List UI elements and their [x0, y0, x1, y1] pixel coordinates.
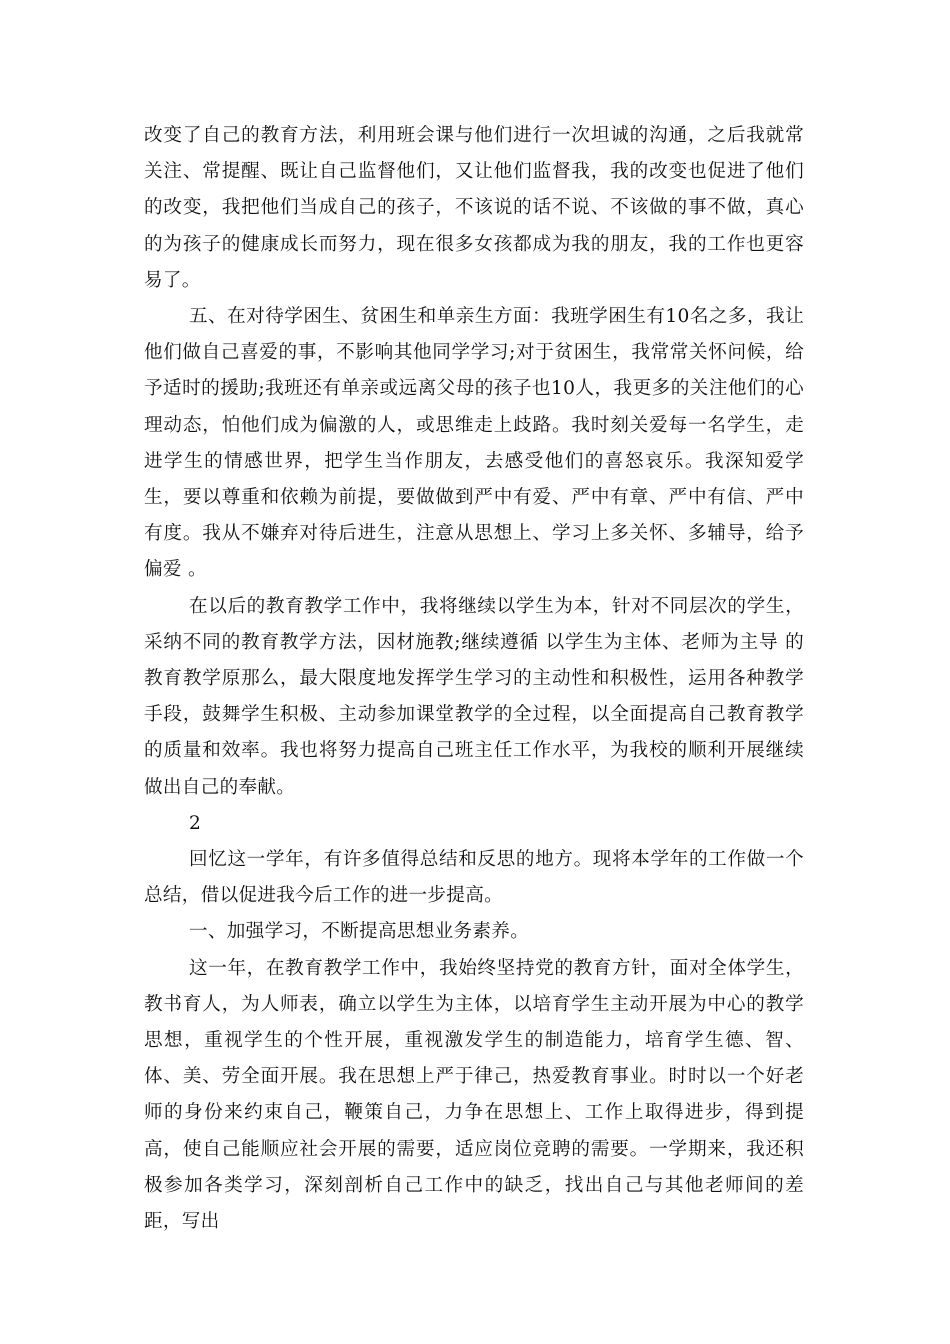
section-number: 2: [189, 812, 202, 834]
heading-strengthen-study: 一、加强学习，不断提高思想业务素养。: [189, 921, 530, 943]
document-page: [144, 118, 804, 1240]
paragraph-future-work: 在以后的教育教学工作中，我将继续以学生为本，针对不同层次的学生，采纳不同的教育教学方法，因材施教;继续遵循 以学生为主体、老师为主导 的教育教学原那么，最大限度地发挥学生学习的主动性和积极性，运用各种教学手段，鼓舞学生积极、主动参加课堂教学的全过程，以全面提高自己教育教学的质量和效率。我也将努力提高自己班主任工作水平，为我校的顺利开展继续做出自己的奉献。: [144, 595, 804, 798]
paragraph-continued-text: 改变了自己的教育方法，利用班会课与他们进行一次坦诚的沟通，之后我就常关注、常提醒、既让自己监督他们，又让他们监督我，我的改变也促进了他们的改变，我把他们当成自己的孩子，不该说的话不说、不该做的事不做，真心的为孩子的健康成长而努力，现在很多女孩都成为我的朋友，我的工作也更容易了。: [144, 125, 804, 291]
paragraph-section-five: 五、在对待学困生、贫困生和单亲生方面：我班学困生有10名之多，我让他们做自己喜爱的事，不影响其他同学学习;对于贫困生，我常常关怀问候，给予适时的援助;我班还有单亲或远离父母的孩子也10人，我更多的关注他们的心理动态，怕他们成为偏激的人，或思维走上歧路。我时刻关爱每一名学生，走进学生的情感世界，把学生当作朋友，去感受他们的喜怒哀乐。我深知爱学生，要以尊重和依赖为前提，要做做到严中有爱、严中有章、严中有信、严中有度。我从不嫌弃对待后进生，注意从思想上、学习上多关怀、多辅导，给予偏爱 。: [144, 306, 804, 581]
paragraph-review-intro: 回忆这一学年，有许多值得总结和反思的地方。现将本学年的工作做一个总结，借以促进我今后工作的进一步提高。: [144, 849, 804, 907]
paragraph-this-year: 这一年，在教育教学工作中，我始终坚持党的教育方针，面对全体学生，教书育人，为人师表，确立以学生为主体，以培育学生主动开展为中心的教学思想，重视学生的个性开展，重视激发学生的制造能力，培育学生德、智、体、美、劳全面开展。我在思想上严于律己，热爱教育事业。时时以一个好老师的身份来约束自己，鞭策自己，力争在思想上、工作上取得进步，得到提高，使自己能顺应社会开展的需要，适应岗位竞聘的需要。一学期来，我还积极参加各类学习，深刻剖析自己工作中的缺乏，找出自己与其他老师间的差距，写出: [144, 957, 804, 1233]
